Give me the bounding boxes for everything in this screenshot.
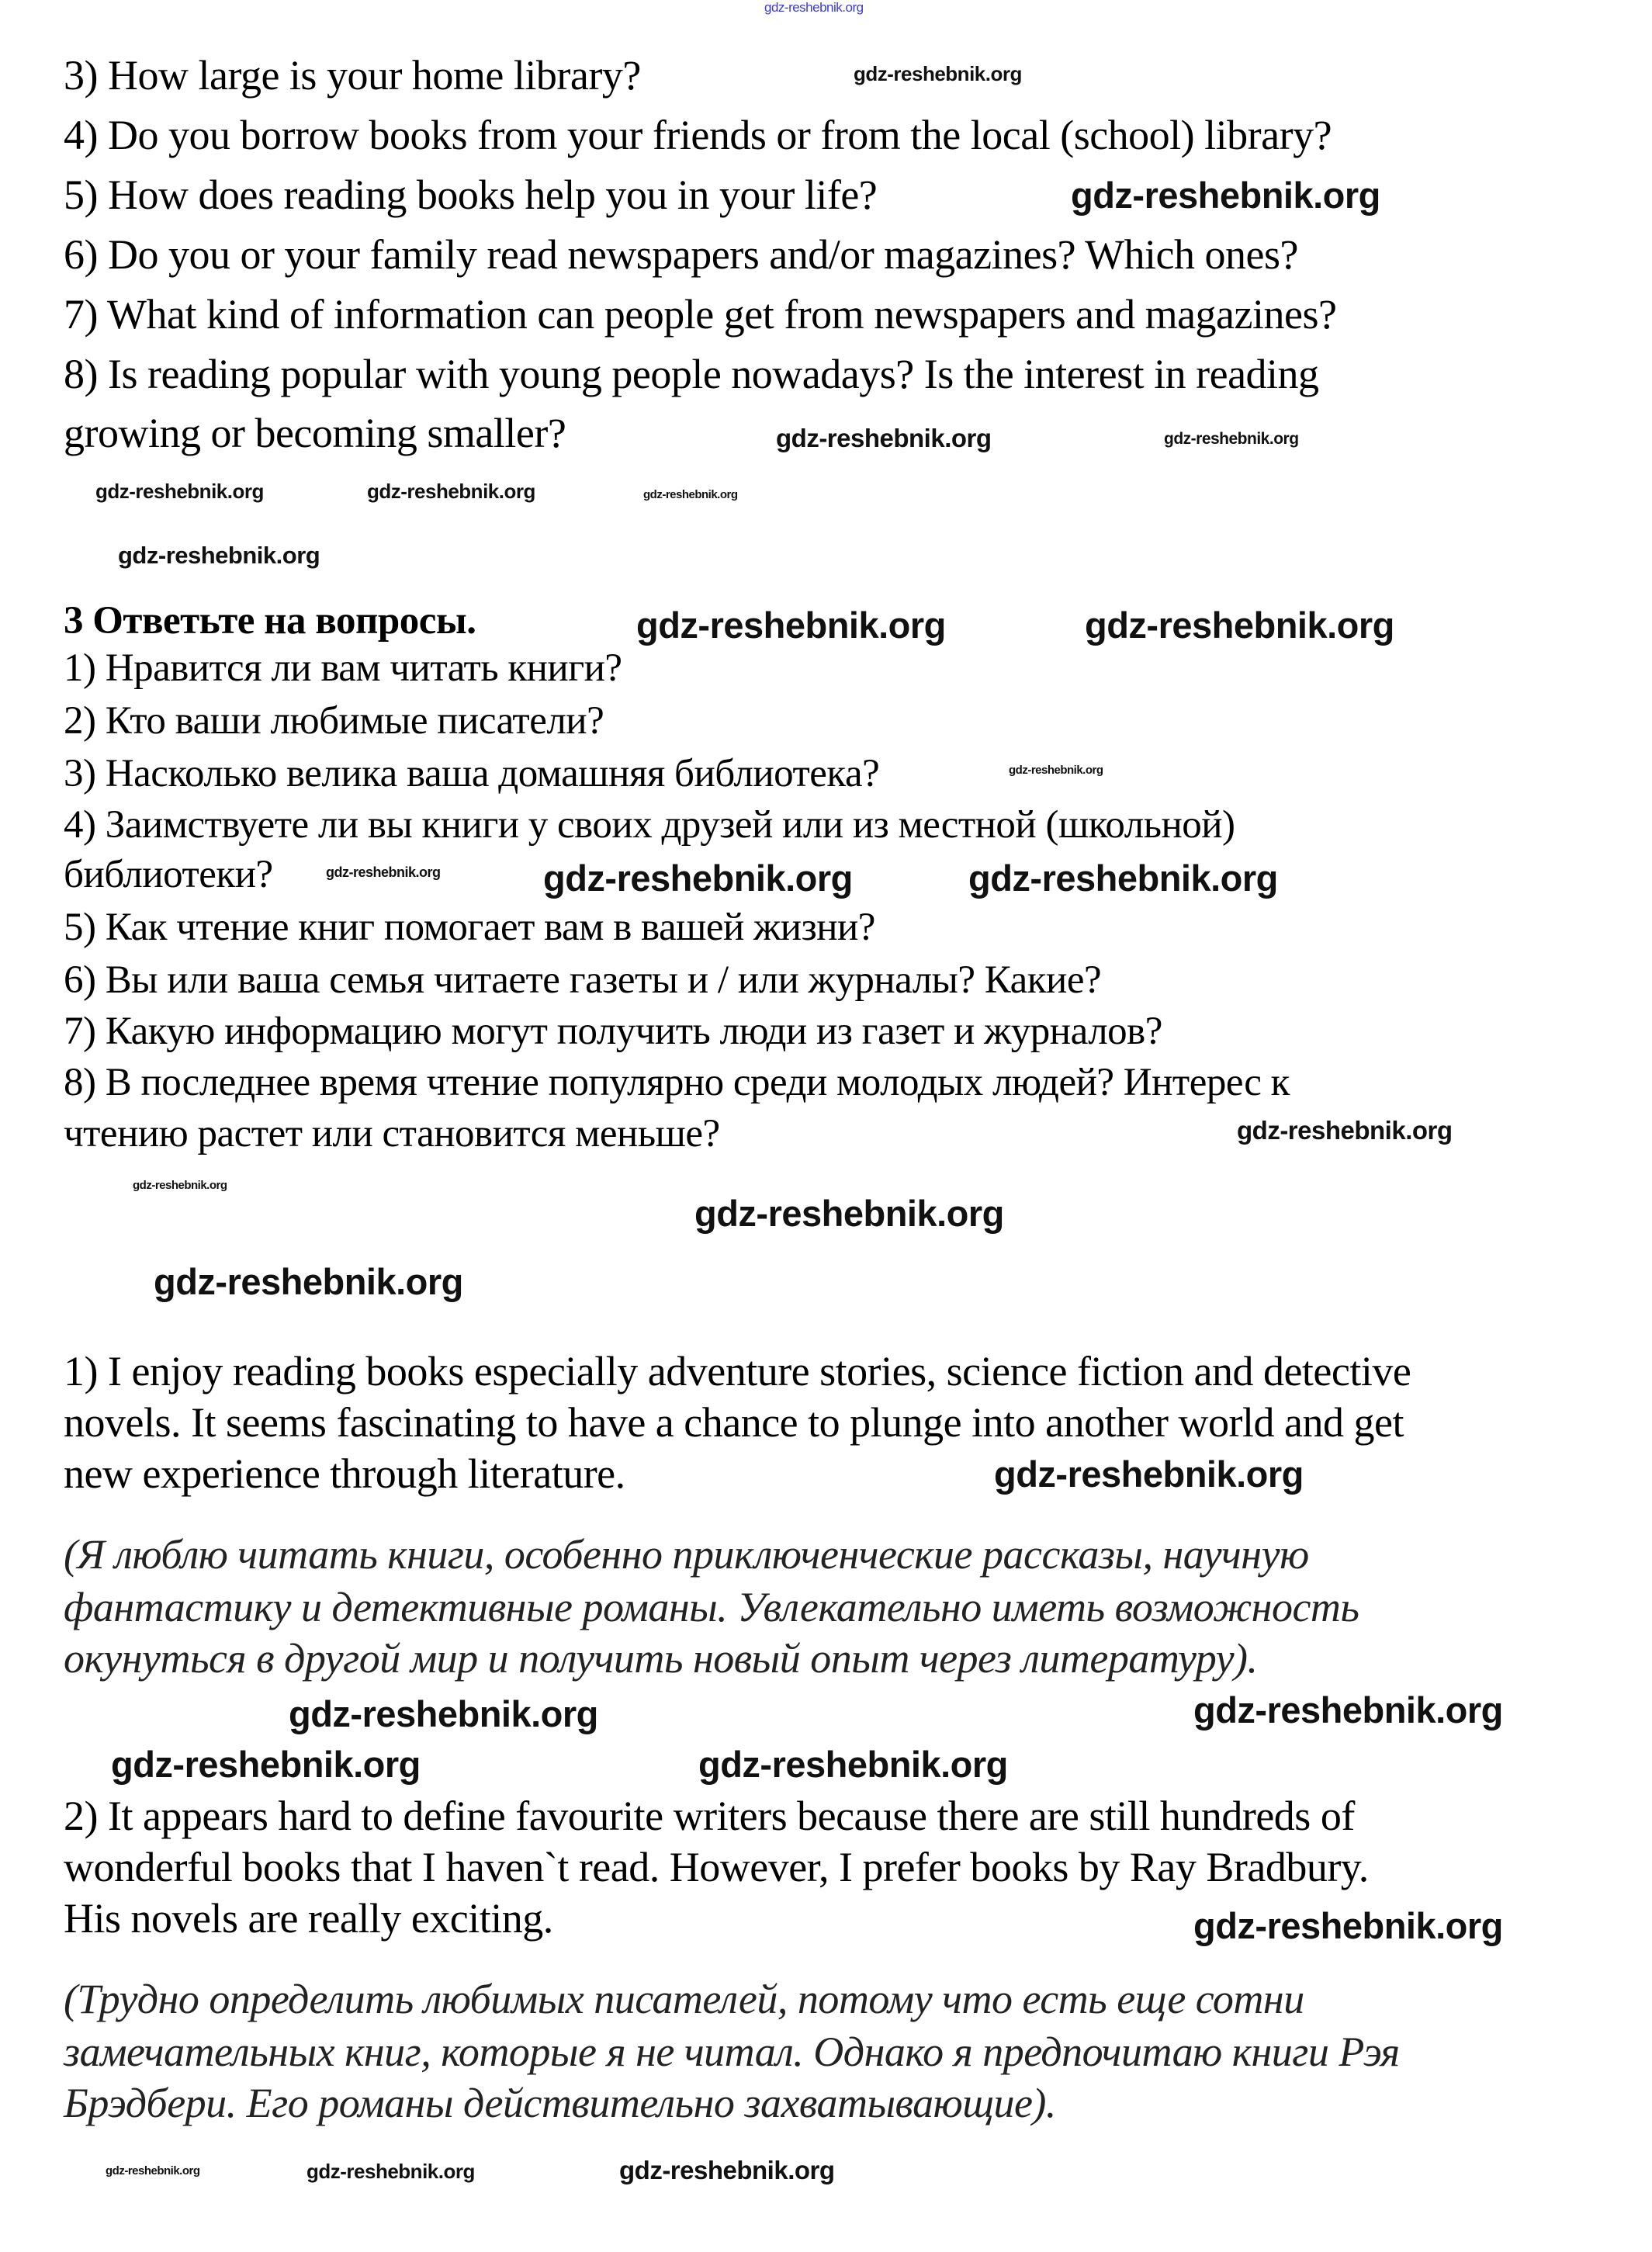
watermark: gdz-reshebnik.org <box>694 1193 1004 1234</box>
question-en: 7) What kind of information can people get from newspapers and magazines? <box>64 291 1337 338</box>
question-ru: 8) В последнее время чтение популярно среди молодых людей? Интерес к <box>64 1061 1290 1104</box>
answer-ru-translation: окунуться в другой мир и получить новый опыт через литературу). <box>64 1635 1258 1682</box>
question-ru: 6) Вы или ваша семья читаете газеты и / или журналы? Какие? <box>64 958 1102 1002</box>
watermark: gdz-reshebnik.org <box>289 1693 598 1734</box>
watermark: gdz-reshebnik.org <box>106 2164 200 2178</box>
answer-ru-translation: (Трудно определить любимых писателей, потому что есть еще сотни <box>64 1976 1304 2022</box>
question-ru: 1) Нравится ли вам читать книги? <box>64 646 622 690</box>
watermark: gdz-reshebnik.org <box>1085 605 1394 646</box>
question-en: 6) Do you or your family read newspapers and/or magazines? Which ones? <box>64 231 1298 278</box>
watermark: gdz-reshebnik.org <box>118 542 320 569</box>
question-ru: 2) Кто ваши любимые писатели? <box>64 699 604 743</box>
question-ru: библиотеки? <box>64 853 273 896</box>
watermark: gdz-reshebnik.org <box>698 1744 1008 1785</box>
watermark: gdz-reshebnik.org <box>764 0 864 15</box>
watermark: gdz-reshebnik.org <box>1193 1689 1503 1731</box>
watermark: gdz-reshebnik.org <box>854 62 1022 85</box>
watermark: gdz-reshebnik.org <box>307 2160 475 2183</box>
answer-en: novels. It seems fascinating to have a chance to plunge into another world and get <box>64 1399 1404 1446</box>
answer-ru-translation: замечательных книг, которые я не читал. Однако я предпочитаю книги Рэя <box>64 2029 1400 2075</box>
question-en: growing or becoming smaller? <box>64 410 566 456</box>
question-ru: 7) Какую информацию могут получить люди из газет и журналов? <box>64 1010 1162 1053</box>
answer-en: 1) I enjoy reading books especially adventure stories, science fiction and detective <box>64 1348 1411 1395</box>
watermark: gdz-reshebnik.org <box>1071 175 1380 216</box>
answer-en: wonderful books that I haven`t read. However, I prefer books by Ray Bradbury. <box>64 1844 1369 1890</box>
watermark: gdz-reshebnik.org <box>326 864 441 880</box>
watermark: gdz-reshebnik.org <box>1164 430 1299 448</box>
section-heading: 3 Ответьте на вопросы. <box>64 599 476 643</box>
watermark: gdz-reshebnik.org <box>968 857 1278 899</box>
question-en: 5) How does reading books help you in your life? <box>64 171 878 218</box>
watermark: gdz-reshebnik.org <box>111 1744 421 1785</box>
watermark: gdz-reshebnik.org <box>776 424 992 452</box>
answer-ru-translation: Брэдбери. Его романы действительно захватывающие). <box>64 2080 1056 2126</box>
watermark: gdz-reshebnik.org <box>95 480 264 503</box>
watermark: gdz-reshebnik.org <box>543 857 853 899</box>
question-ru: 4) Заимствуете ли вы книги у своих друзей или из местной (школьной) <box>64 803 1235 847</box>
watermark: gdz-reshebnik.org <box>636 605 946 646</box>
watermark: gdz-reshebnik.org <box>1237 1116 1453 1145</box>
question-en: 8) Is reading popular with young people nowadays? Is the interest in reading <box>64 351 1319 397</box>
watermark: gdz-reshebnik.org <box>619 2156 835 2184</box>
watermark: gdz-reshebnik.org <box>154 1261 463 1302</box>
answer-en: new experience through literature. <box>64 1450 625 1497</box>
answer-en: His novels are really exciting. <box>64 1895 553 1942</box>
answer-ru-translation: (Я люблю читать книги, особенно приключенческие рассказы, научную <box>64 1531 1309 1578</box>
question-en: 3) How large is your home library? <box>64 52 641 99</box>
watermark: gdz-reshebnik.org <box>1193 1905 1503 1946</box>
watermark: gdz-reshebnik.org <box>1009 764 1103 777</box>
answer-ru-translation: фантастику и детективные романы. Увлекательно иметь возможность <box>64 1584 1359 1630</box>
watermark: gdz-reshebnik.org <box>994 1453 1304 1495</box>
question-ru: чтению растет или становится меньше? <box>64 1112 720 1155</box>
watermark: gdz-reshebnik.org <box>133 1179 227 1192</box>
watermark: gdz-reshebnik.org <box>367 480 535 503</box>
question-en: 4) Do you borrow books from your friends or from the local (school) library? <box>64 112 1332 158</box>
watermark: gdz-reshebnik.org <box>643 488 738 501</box>
question-ru: 3) Насколько велика ваша домашняя библиотека? <box>64 752 880 795</box>
answer-en: 2) It appears hard to define favourite writers because there are still hundreds of <box>64 1793 1355 1839</box>
question-ru: 5) Как чтение книг помогает вам в вашей жизни? <box>64 906 875 949</box>
